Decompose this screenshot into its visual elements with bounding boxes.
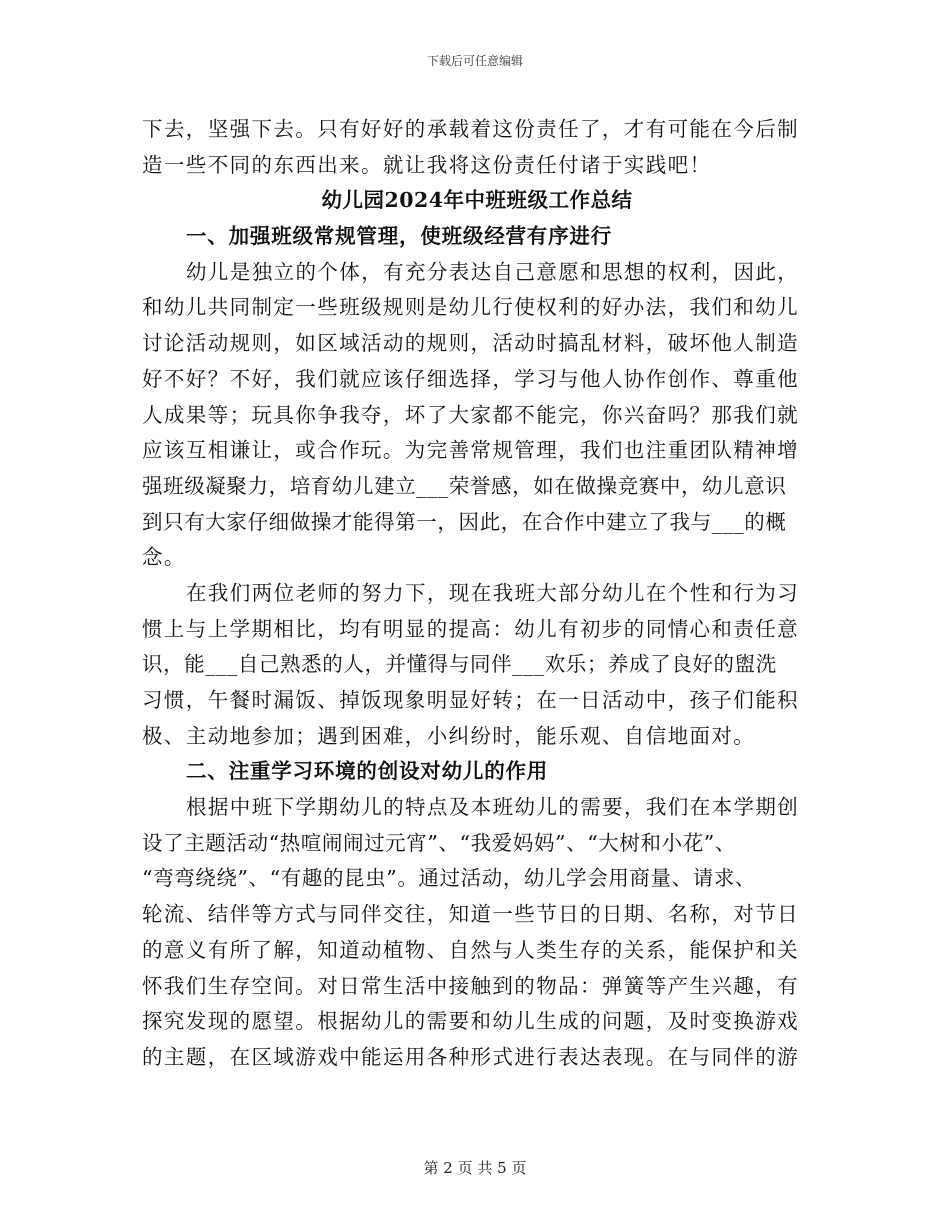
- paragraph-line: 极、主动地参加；遇到困难，小纠纷时，能乐观、自信地面对。: [142, 723, 756, 748]
- paragraph-line: 的主题，在区域游戏中能运用各种形式进行表达表现。在与同伴的游: [142, 1044, 799, 1069]
- document-body: [142, 112, 812, 1076]
- paragraph-line: 强班级凝聚力，培育幼儿建立___荣誉感，如在做操竞赛中，幼儿意识: [142, 473, 787, 498]
- paragraph-line: 造一些不同的东西出来。就让我将这份责任付诸于实践吧！: [142, 152, 712, 177]
- paragraph-line: 识，能___自己熟悉的人，并懂得与同伴___欢乐；养成了良好的盥洗: [142, 652, 777, 677]
- paragraph-line: 怀我们生存空间。对日常生活中接触到的物品：弹簧等产生兴趣，有: [142, 973, 799, 998]
- paragraph-line: 和幼儿共同制定一些班级规则是幼儿行使权利的好办法，我们和幼儿: [142, 295, 799, 320]
- paragraph-line: 轮流、结伴等方式与同伴交往，知道一些节日的日期、名称，对节日: [142, 902, 799, 927]
- paragraph-line: 人成果等；玩具你争我夺，坏了大家都不能完，你兴奋吗？那我们就: [142, 402, 799, 427]
- paragraph-line: 幼儿是独立的个体，有充分表达自己意愿和思想的权利，因此，: [186, 259, 800, 284]
- page-footer: 第 2 页 共 5 页: [423, 1159, 527, 1177]
- paragraph-line: 探究发现的愿望。根据幼儿的需要和幼儿生成的问题，及时变换游戏: [142, 1009, 799, 1034]
- section-heading-1: 一、加强班级常规管理，使班级经营有序进行: [186, 224, 612, 249]
- paragraph-line: 到只有大家仔细做操才能得第一，因此，在合作中建立了我与___的概: [142, 509, 787, 534]
- paragraph-line: 的意义有所了解，知道动植物、自然与人类生存的关系，能保护和关: [142, 937, 799, 962]
- page-header: 下载后可任意编辑: [426, 54, 523, 68]
- paragraph-line: 设了主题活动“热喧闹闹过元宵”、“我爱妈妈”、“大树和小花”、: [142, 830, 736, 855]
- paragraph-line: 讨论活动规则，如区域活动的规则，活动时搞乱材料，破坏他人制造: [142, 331, 799, 356]
- paragraph-line: 下去，坚强下去。只有好好的承载着这份责任了，才有可能在今后制: [142, 117, 799, 141]
- paragraph-line: 应该互相谦让，或合作玩。为完善常规管理，我们也注重团队精神增: [142, 438, 799, 463]
- document-title: 幼儿园2024年中班班级工作总结: [321, 188, 633, 213]
- paragraph-line: 好不好？不好，我们就应该仔细选择，学习与他人协作创作、尊重他: [142, 366, 799, 391]
- paragraph-line: 念。: [142, 545, 186, 570]
- paragraph-line: 惯上与上学期相比，均有明显的提高：幼儿有初步的同情心和责任意: [142, 616, 799, 641]
- paragraph-line: 在我们两位老师的努力下，现在我班大部分幼儿在个性和行为习: [186, 580, 800, 605]
- paragraph-line: 根据中班下学期幼儿的特点及本班幼儿的需要，我们在本学期创: [186, 795, 800, 820]
- paragraph-line: “弯弯绕绕”、“有趣的昆虫”。通过活动，幼儿学会用商量、请求、: [142, 866, 757, 891]
- section-heading-2: 二、注重学习环境的创设对幼儿的作用: [186, 759, 549, 784]
- paragraph-line: 习惯，午餐时漏饭、掉饭现象明显好转；在一日活动中，孩子们能积: [142, 688, 799, 712]
